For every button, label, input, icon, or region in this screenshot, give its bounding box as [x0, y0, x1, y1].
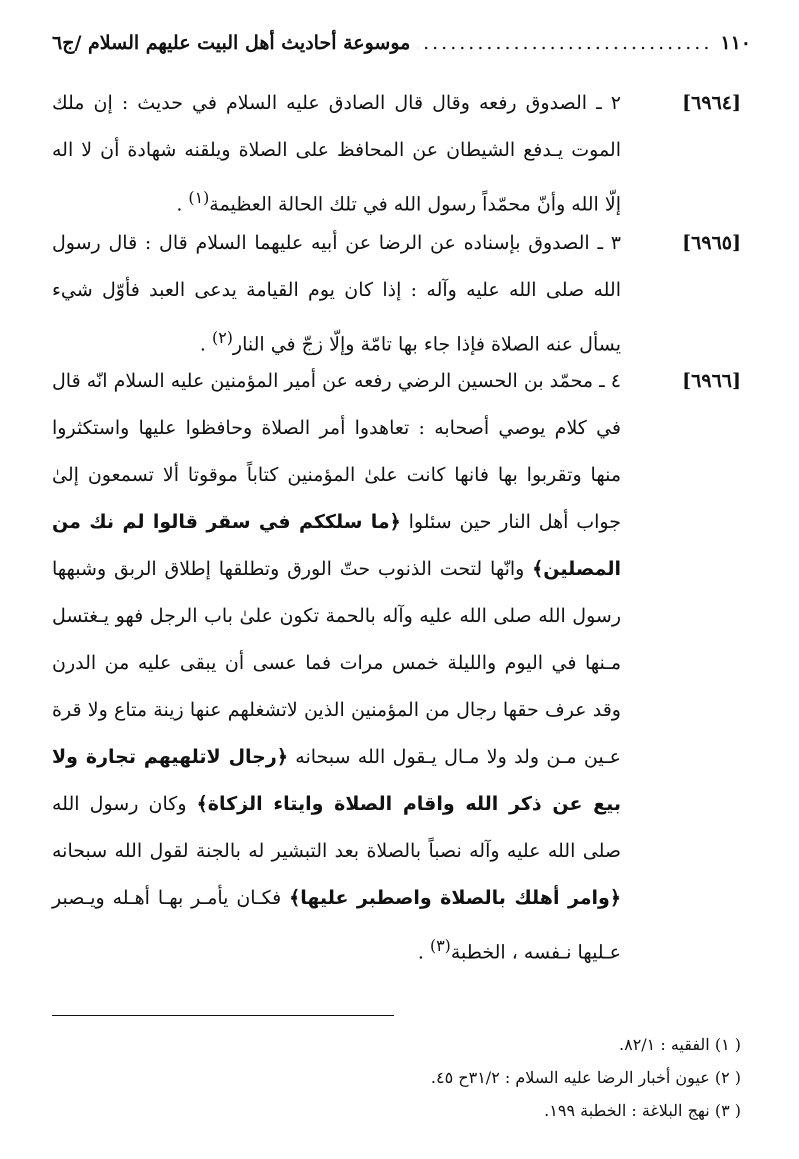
page-number: ١١٠ [720, 32, 751, 54]
hadith-body-part: وكان رسول الله صلى الله عليه وآله نصباً بالصلاة بعد التبشير له بالجنة لقول الله سبحانه [52, 793, 621, 862]
hadith-body: ٣ ـ الصدوق بإسناده عن الرضا عن أبيه عليهما السلام قال : قال رسول الله صلى الله عليه وآله : إذا كان يوم القيامة يدعى العبد فأوّل شيء يسأل عنه الصلاة فإذا جاء بها تامّة وإلّا زجّ في النار [52, 232, 621, 356]
hadith-number: [٦٩٦٥] [682, 232, 741, 254]
footnote: ( ١) الفقيه : ٨٢/١. [619, 1035, 741, 1054]
footnote-separator [52, 1015, 394, 1016]
header-title: موسوعة أحاديث أهل البيت عليهم السلام /ج٦ [52, 32, 411, 54]
hadith-number: [٦٩٦٦] [682, 370, 741, 392]
hadith-number: [٦٩٦٤] [682, 92, 741, 114]
running-header [52, 28, 751, 58]
hadith-end: . [199, 333, 213, 356]
quran-verse: ﴿ما سلككم في سقر قالوا لم نك من المصلين﴾ [52, 511, 621, 580]
footnotes [52, 1028, 741, 1127]
hadith-text [52, 358, 621, 976]
hadith-text [52, 80, 621, 228]
header-leader-dots [418, 28, 712, 58]
hadith-entry [52, 220, 741, 368]
hadith-body-part: وانّها لتحت الذنوب حتّ الورق وتطلقها إطلاق الربق وشبهها رسول الله صلى الله عليه وآله بالحمة تكون علىٰ باب الرجل فهو يـغتسل مـنها في اليوم والليلة خمس مرات فما عسى أن يبقى عليه من الدرن وقد عرف حقها رجال من المؤمنين الذين لاتشغلهم عنها زينة متاع ولا قرة عـين مـن ولد ولا مـال يـقول الله سبحانه [52, 558, 621, 768]
hadith-end: . [417, 941, 430, 964]
quran-verse: ﴿رجال لاتلهيهم تجارة ولا بيع عن ذكر الله واقام الصلاة وايتاء الزكاة﴾ [52, 746, 621, 815]
hadith-body: ٢ ـ الصدوق رفعه وقال قال الصادق عليه السلام في حديث : إن ملك الموت يـدفع الشيطان عن المحافظ على الصلاة ويلقنه شهادة أن لا اله إلّا الله وأنّ محمّداً رسول الله في تلك الحالة العظيمة [52, 92, 621, 216]
hadith-entry [52, 80, 741, 228]
footnote-ref: (٣) [429, 936, 451, 955]
hadith-body-part: فكـان يأمـر بهـا أهـله ويـصبر عـليها نـفسه ، الخطبة [52, 887, 621, 964]
footnote: ( ٣) نهج البلاغة : الخطبة ١٩٩. [544, 1101, 741, 1120]
footnote-ref: (٢) [212, 328, 233, 347]
hadith-text [52, 220, 621, 368]
footnote: ( ٢) عيون أخبار الرضا عليه السلام : ٣١/٢ح ٤٥. [430, 1068, 741, 1087]
hadith-body-part: ٤ ـ محمّد بن الحسين الرضي رفعه عن أمير المؤمنين عليه السلام انّه قال في كلام يوصي أصحابه : تعاهدوا أمر الصلاة وحافظوا عليها واستكثروا منها وتقربوا بها فانها كانت علىٰ المؤمنين كتاباً موقوتا ألا تسمعون إلىٰ جواب أهل النار حين سئلوا [52, 370, 621, 533]
hadith-end: . [176, 193, 189, 216]
hadith-entry [52, 358, 741, 976]
footnote-ref: (١) [188, 188, 210, 207]
quran-verse: ﴿وامر أهلك بالصلاة واصطبر عليها﴾ [289, 887, 622, 909]
